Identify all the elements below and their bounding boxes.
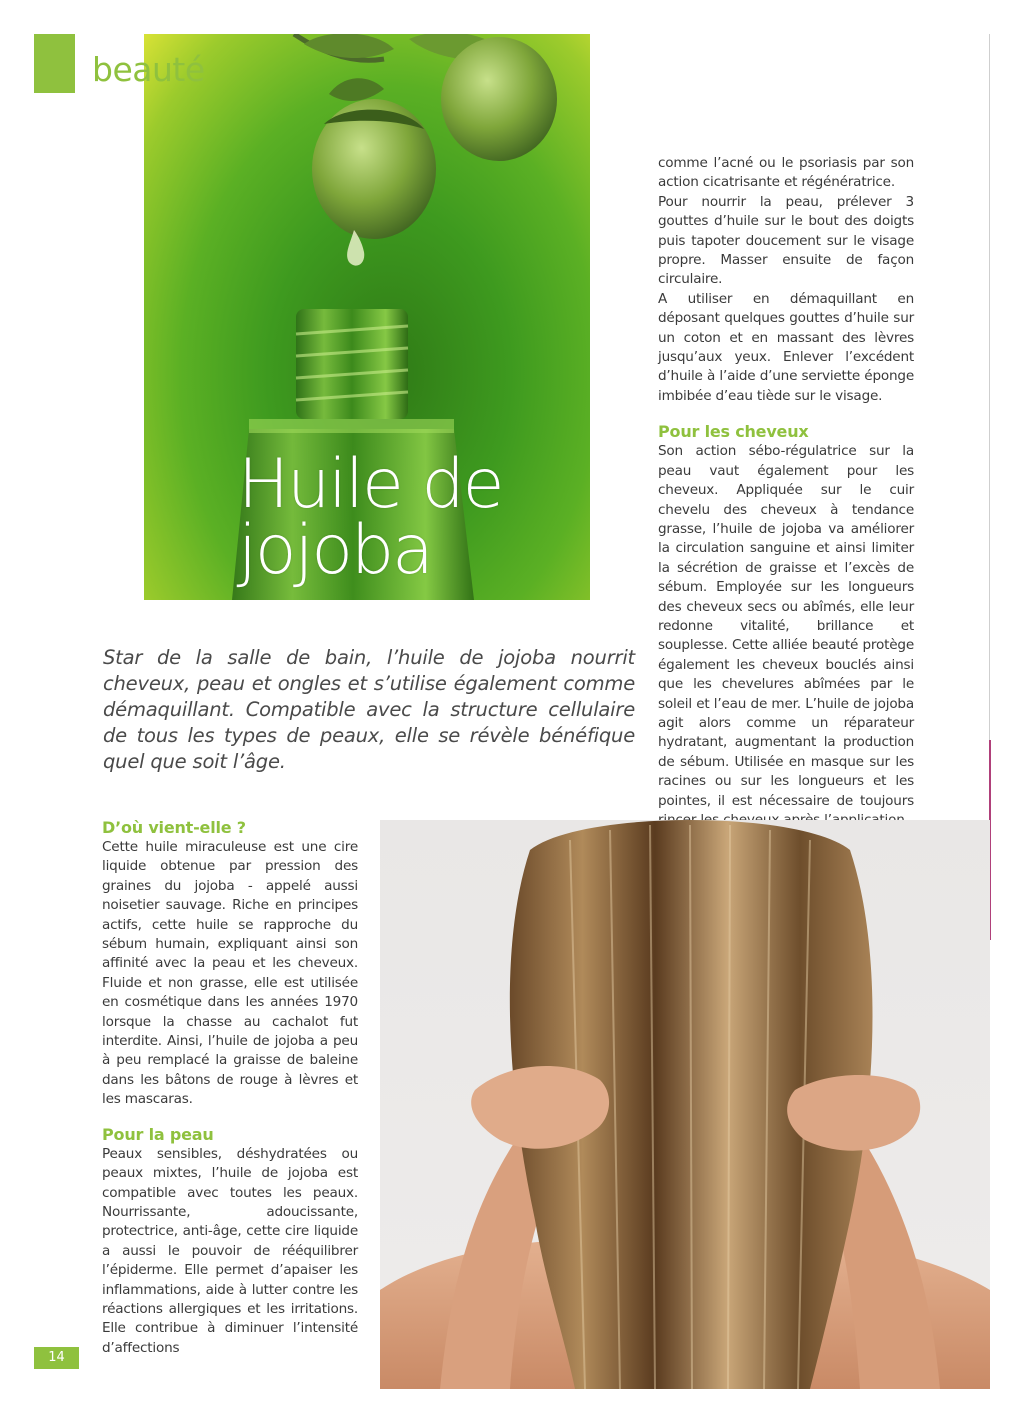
body-paragraph: Pour nourrir la peau, prélever 3 gouttes d’huile sur le bout des doigts puis tapoter doucement sur le visage propre. Masser ensuite de façon circulaire. (658, 193, 914, 288)
right-text-column (658, 154, 914, 830)
section-label: beauté (92, 50, 205, 89)
page-number: 14 (34, 1347, 79, 1369)
body-paragraph: Son action sébo-régulatrice sur la peau vaut également pour les cheveux. Appliquée sur le cuir chevelu des cheveux à tendance grasse, l’huile de jojoba va améliorer la circulation sanguine et ainsi limiter la sécrétion de graisse et l’excès de sébum. Employée sur les longueurs des cheveux secs ou abîmés, elle leur redonne vitalité, brillance et souplesse. Cette alliée beauté protège également les cheveux bouclés ainsi que les chevelures abîmées par le soleil et l’eau de mer. L’huile de jojoba agit alors comme un réparateur hydratant, augmentant la production de sébum. Utilisée en masque sur les racines ou sur les longueurs et les pointes, il est nécessaire de toujours (658, 443, 914, 809)
article-intro: Star de la salle de bain, l’huile de jojoba nourrit cheveux, peau et ongles et s’utilise également comme démaquillant. Compatible avec la structure cellulaire de tous les types de peaux, elle se révèle bénéfique quel que soit l’âge. (103, 646, 635, 773)
left-text-column (102, 818, 358, 1358)
article-title (238, 445, 568, 590)
hero-image-jojoba-bottle (144, 34, 590, 600)
body-paragraph: A utiliser en démaquillant en déposant quelques gouttes d’huile sur un coton et en massant des lèvres jusqu’aux yeux. Enlever l’excédent d’huile à l’aide d’une serviette éponge imbibée d’eau tiède sur le visage. (658, 290, 914, 404)
section-heading-peau: Pour la peau (102, 1124, 214, 1144)
section-heading-cheveux: Pour les cheveux (658, 422, 809, 442)
body-paragraph: Peaux sensibles, déshydratées ou peaux mixtes, l’huile de jojoba est compatible avec toutes les peaux. Nourrissante, adoucissante, protectrice, anti-âge, cette cire liquide a aussi le pouvoir de rééquilibrer l’épiderme. Elle permet d’apaiser les inflammations, aide à lutter contre les réactions allergiques et les irritations. Elle contribue à diminuer l’intensité d’affections (102, 1145, 358, 1356)
body-paragraph: comme l’acné ou le psoriasis par son action cicatrisante et régénératrice. (658, 155, 914, 191)
section-heading-origine: D’où vient-elle ? (102, 818, 246, 837)
article-title-line2: jojoba (238, 511, 432, 590)
body-paragraph: Cette huile miraculeuse est une cire liquide obtenue par pression des graines du jojoba - appelé aussi noisetier sauvage. Riche en principes actifs, cette huile se rapproche du sébum humain, expliquant ainsi son affinité avec la peau et les cheveux. Fluide et non grasse, elle est utilisée en cosmétique dans les années 1970 lorsque la chasse au cachalot fut interdite. Ainsi, l’huile de jojoba a peu à peu remplacé la graisse de baleine dans les bâtons de rouge à lèvres et les mascaras. (102, 839, 358, 1108)
article-title-line1: Huile de (238, 445, 503, 524)
section-color-block (34, 34, 75, 93)
photo-wet-hair (380, 820, 990, 1389)
hair-illustration (380, 820, 990, 1389)
